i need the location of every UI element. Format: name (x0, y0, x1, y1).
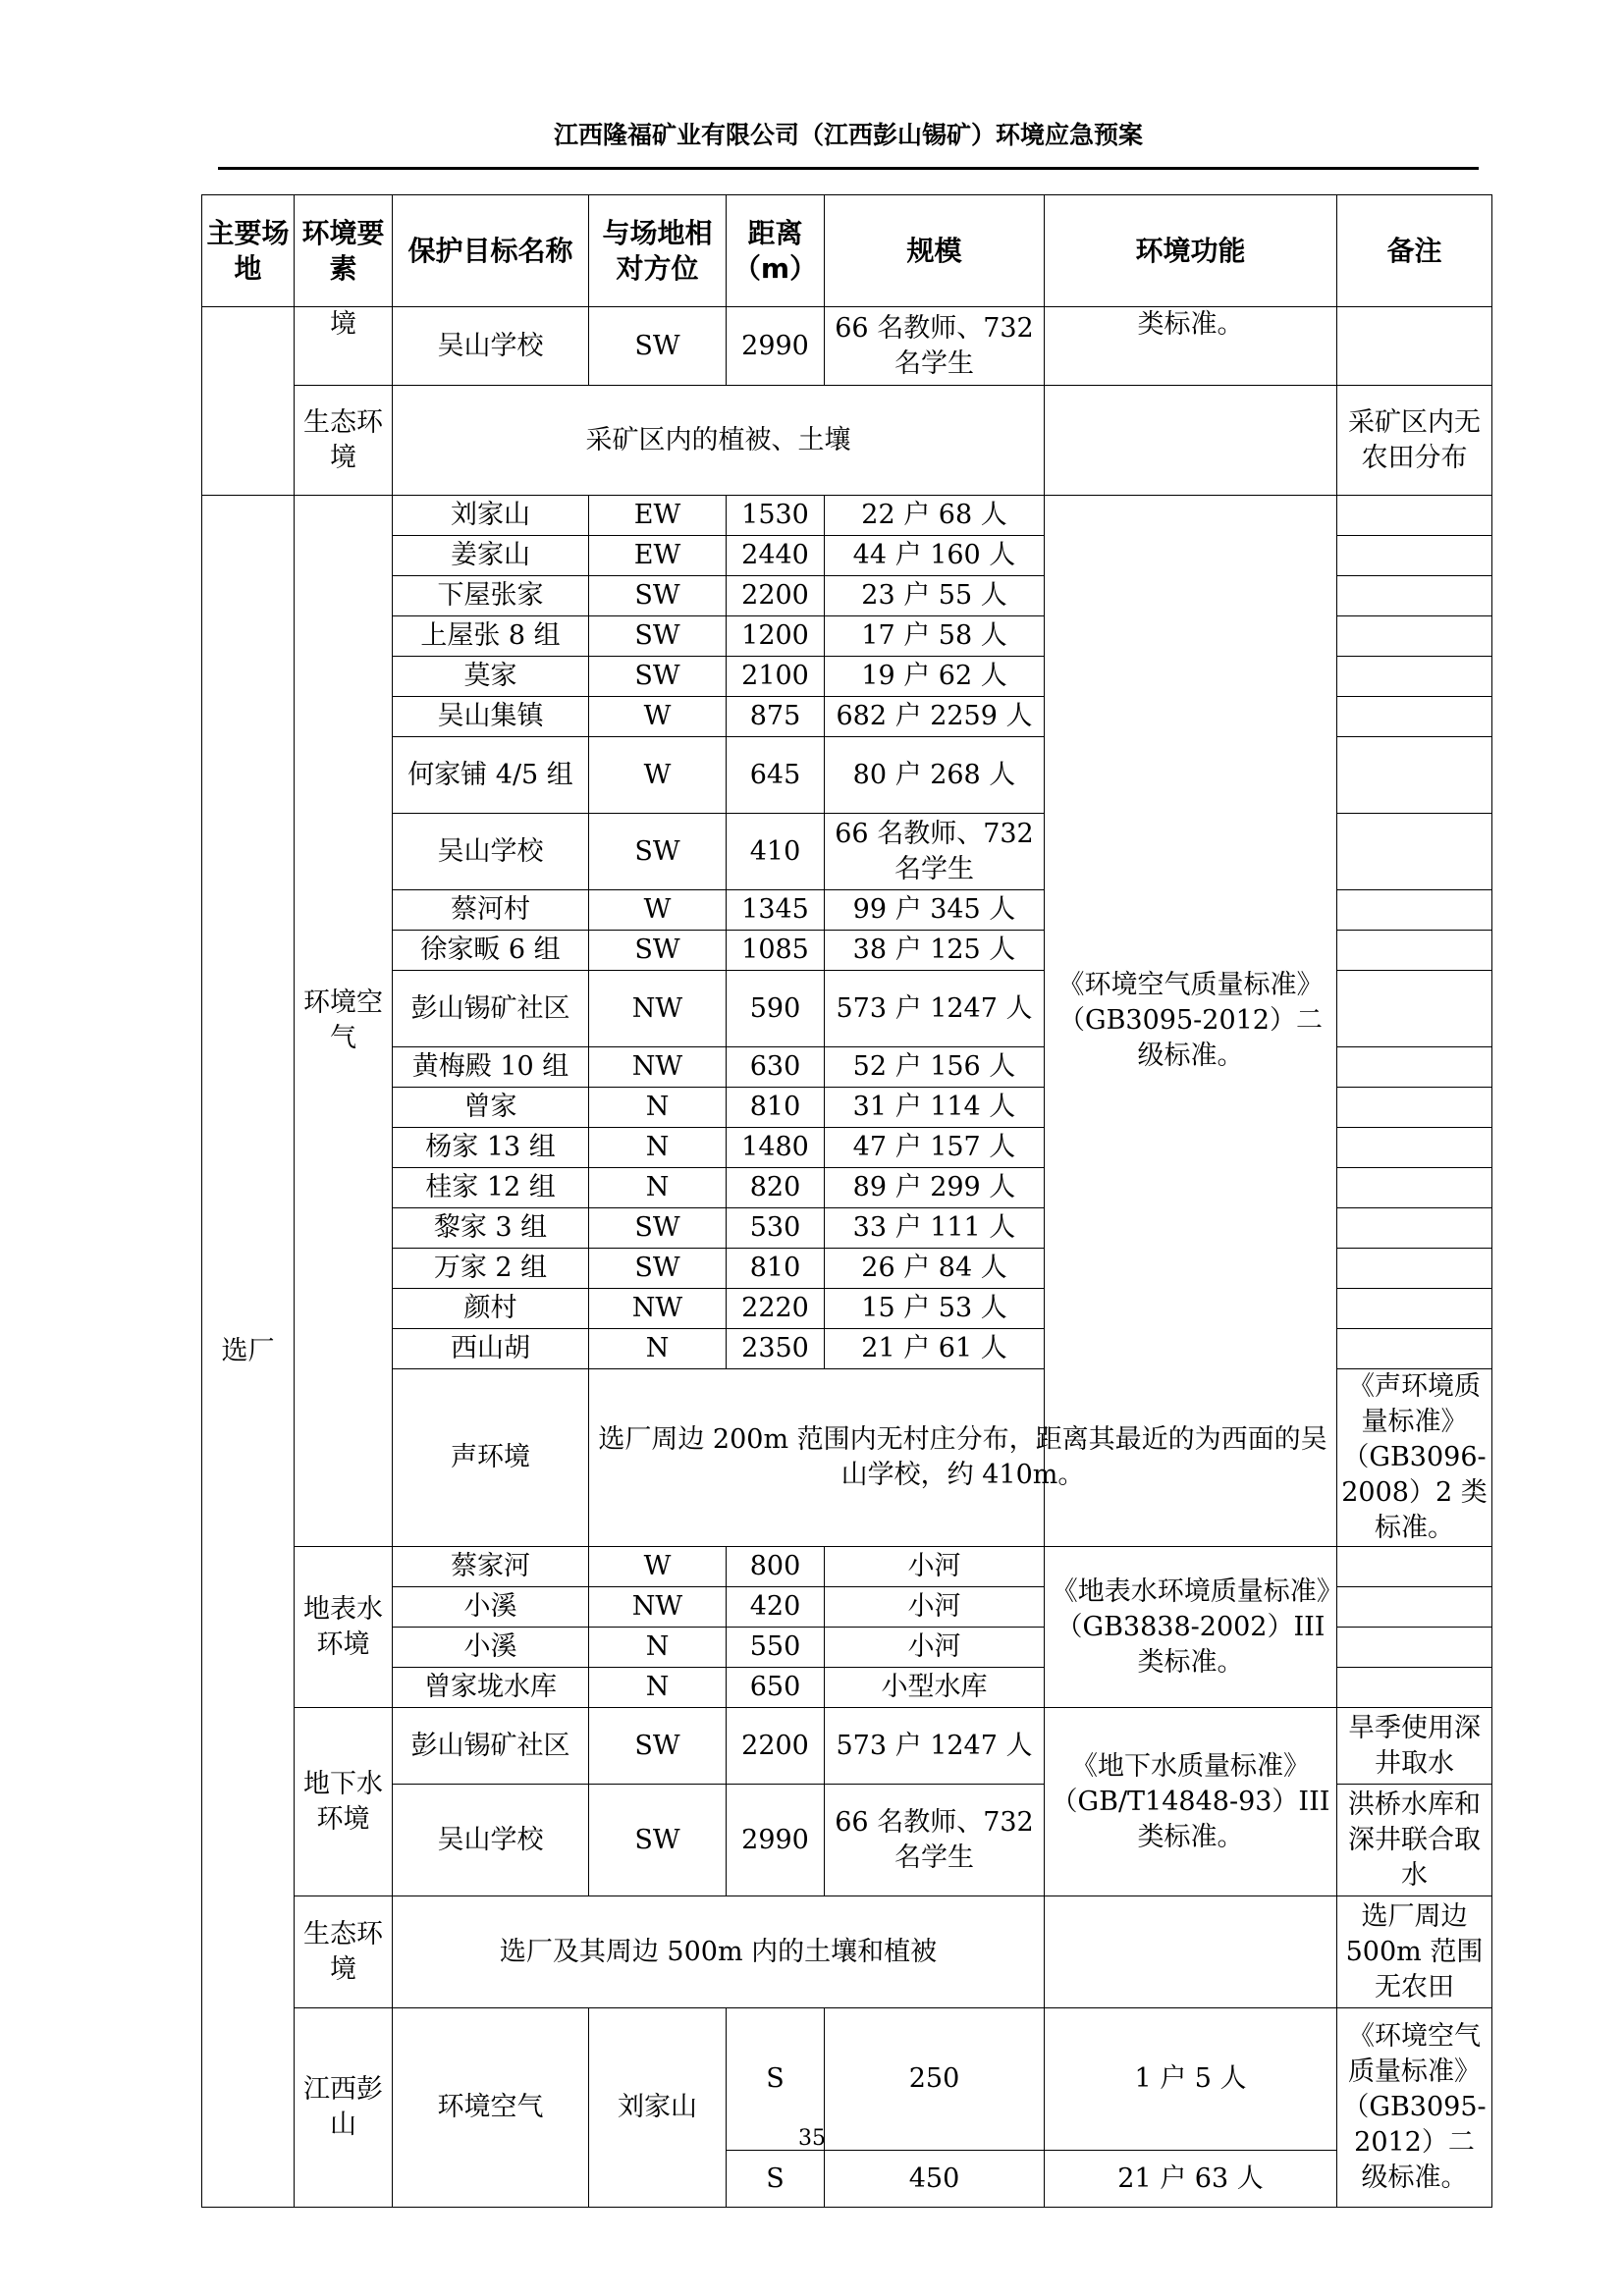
element-cell: 环境空气 (393, 2008, 589, 2208)
direction-cell: NW (589, 1047, 727, 1088)
remark-cell (1337, 1047, 1492, 1088)
distance-cell: 420 (727, 1587, 825, 1628)
header-area: 主要场地 (202, 195, 295, 307)
distance-cell: 550 (727, 1628, 825, 1668)
target-cell: 黄梅殿 10 组 (393, 1047, 589, 1088)
function-cell (1045, 1896, 1337, 2008)
scale-cell: 52 户 156 人 (825, 1047, 1045, 1088)
scale-cell: 573 户 1247 人 (825, 971, 1045, 1047)
distance-cell: 645 (727, 737, 825, 814)
table-row (202, 1708, 1492, 1785)
target-cell: 蔡河村 (393, 890, 589, 931)
target-cell: 彭山锡矿社区 (393, 971, 589, 1047)
distance-cell: 2220 (727, 1289, 825, 1329)
scale-cell: 80 户 268 人 (825, 737, 1045, 814)
scale-cell: 23 户 55 人 (825, 576, 1045, 616)
scale-cell: 1 户 5 人 (1045, 2008, 1337, 2151)
remark-cell (1337, 657, 1492, 697)
target-cell: 蔡家河 (393, 1547, 589, 1587)
table-row (202, 307, 1492, 386)
target-cell: 黎家 3 组 (393, 1208, 589, 1249)
table-row (202, 1896, 1492, 2008)
direction-cell: SW (589, 576, 727, 616)
table-row (202, 386, 1492, 496)
element-cell: 生态环境 (295, 386, 393, 496)
distance-cell: 810 (727, 1088, 825, 1128)
distance-cell: 2990 (727, 1785, 825, 1896)
header-direction: 与场地相对方位 (589, 195, 727, 307)
remark-cell (1337, 971, 1492, 1047)
target-cell: 小溪 (393, 1628, 589, 1668)
target-cell: 下屋张家 (393, 576, 589, 616)
scale-cell: 小型水库 (825, 1668, 1045, 1708)
scale-cell: 小河 (825, 1628, 1045, 1668)
header-rule (218, 167, 1479, 170)
remark-cell (1337, 1168, 1492, 1208)
target-cell: 桂家 12 组 (393, 1168, 589, 1208)
target-cell: 刘家山 (589, 2008, 727, 2208)
distance-cell: 2200 (727, 1708, 825, 1785)
direction-cell: SW (589, 307, 727, 386)
table-row (202, 496, 1492, 536)
remark-cell (1337, 1547, 1492, 1587)
direction-cell: N (589, 1329, 727, 1369)
direction-cell: S (727, 2151, 825, 2208)
target-cell: 杨家 13 组 (393, 1128, 589, 1168)
direction-cell: NW (589, 1587, 727, 1628)
remark-cell: 旱季使用深井取水 (1337, 1708, 1492, 1785)
distance-cell: 1200 (727, 616, 825, 657)
remark-cell (1337, 1208, 1492, 1249)
target-cell: 何家铺 4/5 组 (393, 737, 589, 814)
direction-cell: N (589, 1128, 727, 1168)
distance-cell: 250 (825, 2008, 1045, 2151)
scale-cell: 26 户 84 人 (825, 1249, 1045, 1289)
scale-cell: 573 户 1247 人 (825, 1708, 1045, 1785)
target-cell: 吴山学校 (393, 1785, 589, 1896)
direction-cell: SW (589, 1785, 727, 1896)
target-cell: 上屋张 8 组 (393, 616, 589, 657)
remark-cell (1337, 576, 1492, 616)
function-cell: 《环境空气质量标准》（GB3095-2012）二级标准。 (1045, 496, 1337, 1547)
remark-cell (1337, 1249, 1492, 1289)
page-number: 35 (798, 2126, 826, 2151)
scale-cell: 31 户 114 人 (825, 1088, 1045, 1128)
distance-cell: 810 (727, 1249, 825, 1289)
area-cell: 江西彭山 (295, 2008, 393, 2208)
area-cell: 选厂 (202, 496, 295, 2208)
scale-cell: 44 户 160 人 (825, 536, 1045, 576)
element-cell: 环境空气 (295, 496, 393, 1547)
function-cell: 《声环境质量标准》（GB3096-2008）2 类标准。 (1337, 1369, 1492, 1547)
description-cell: 选厂及其周边 500m 内的土壤和植被 (393, 1896, 1045, 2008)
scale-cell: 66 名教师、732 名学生 (825, 814, 1045, 890)
target-cell: 小溪 (393, 1587, 589, 1628)
distance-cell: 1530 (727, 496, 825, 536)
scale-cell: 21 户 63 人 (1045, 2151, 1337, 2208)
remark-cell (1337, 616, 1492, 657)
direction-cell: N (589, 1168, 727, 1208)
header-function: 环境功能 (1045, 195, 1337, 307)
header-remark: 备注 (1337, 195, 1492, 307)
direction-cell: SW (589, 1208, 727, 1249)
element-cell: 声环境 (393, 1369, 589, 1547)
distance-cell: 2350 (727, 1329, 825, 1369)
function-cell: 类标准。 (1045, 307, 1337, 386)
remark-cell (1337, 496, 1492, 536)
scale-cell: 17 户 58 人 (825, 616, 1045, 657)
target-cell: 姜家山 (393, 536, 589, 576)
direction-cell: EW (589, 536, 727, 576)
scale-cell: 21 户 61 人 (825, 1329, 1045, 1369)
description-cell: 采矿区内的植被、土壤 (393, 386, 1045, 496)
direction-cell: W (589, 697, 727, 737)
scale-cell: 682 户 2259 人 (825, 697, 1045, 737)
environment-protection-table (201, 194, 1492, 2208)
scale-cell: 小河 (825, 1547, 1045, 1587)
distance-cell: 450 (825, 2151, 1045, 2208)
scale-cell: 15 户 53 人 (825, 1289, 1045, 1329)
direction-cell: SW (589, 1708, 727, 1785)
target-cell: 曾家 (393, 1088, 589, 1128)
table-row (202, 1547, 1492, 1587)
table-header-row (202, 195, 1492, 307)
scale-cell: 19 户 62 人 (825, 657, 1045, 697)
direction-cell: W (589, 737, 727, 814)
target-cell: 吴山学校 (393, 814, 589, 890)
direction-cell: NW (589, 1289, 727, 1329)
target-cell: 吴山学校 (393, 307, 589, 386)
remark-cell (1337, 1668, 1492, 1708)
header-scale: 规模 (825, 195, 1045, 307)
function-cell: 《地表水环境质量标准》（GB3838-2002）III类标准。 (1045, 1547, 1337, 1708)
direction-cell: N (589, 1668, 727, 1708)
scale-cell: 小河 (825, 1587, 1045, 1628)
direction-cell: N (589, 1628, 727, 1668)
scale-cell: 89 户 299 人 (825, 1168, 1045, 1208)
distance-cell: 2100 (727, 657, 825, 697)
remark-cell: 选厂周边 500m 范围无农田 (1337, 1896, 1492, 2008)
direction-cell: NW (589, 971, 727, 1047)
distance-cell: 650 (727, 1668, 825, 1708)
distance-cell: 630 (727, 1047, 825, 1088)
direction-cell: SW (589, 616, 727, 657)
direction-cell: W (589, 890, 727, 931)
target-cell: 颜村 (393, 1289, 589, 1329)
element-cell: 生态环境 (295, 1896, 393, 2008)
direction-cell: SW (589, 1249, 727, 1289)
scale-cell: 47 户 157 人 (825, 1128, 1045, 1168)
target-cell: 莫家 (393, 657, 589, 697)
element-cell: 地下水环境 (295, 1708, 393, 1896)
direction-cell: N (589, 1088, 727, 1128)
distance-cell: 410 (727, 814, 825, 890)
function-cell (1045, 386, 1337, 496)
remark-cell (1337, 1289, 1492, 1329)
table-row (202, 1369, 1492, 1429)
element-cell: 境 (295, 307, 393, 386)
scale-cell: 38 户 125 人 (825, 931, 1045, 971)
target-cell: 彭山锡矿社区 (393, 1708, 589, 1785)
scale-cell: 33 户 111 人 (825, 1208, 1045, 1249)
distance-cell: 1345 (727, 890, 825, 931)
function-cell: 《环境空气质量标准》（GB3095-2012）二级标准。 (1337, 2008, 1492, 2208)
distance-cell: 2440 (727, 536, 825, 576)
direction-cell: SW (589, 931, 727, 971)
direction-cell: SW (589, 814, 727, 890)
scale-cell: 99 户 345 人 (825, 890, 1045, 931)
header-distance: 距离（m） (727, 195, 825, 307)
distance-cell: 530 (727, 1208, 825, 1249)
header-element: 环境要素 (295, 195, 393, 307)
remark-cell (1337, 814, 1492, 890)
remark-cell (1337, 1628, 1492, 1668)
distance-cell: 2200 (727, 576, 825, 616)
header-target: 保护目标名称 (393, 195, 589, 307)
element-cell: 地表水环境 (295, 1547, 393, 1708)
target-cell: 刘家山 (393, 496, 589, 536)
direction-cell: W (589, 1547, 727, 1587)
direction-cell: S (727, 2008, 825, 2151)
distance-cell: 1085 (727, 931, 825, 971)
distance-cell: 1480 (727, 1128, 825, 1168)
function-cell: 《地下水质量标准》（GB/T14848-93）III 类标准。 (1045, 1708, 1337, 1896)
distance-cell: 875 (727, 697, 825, 737)
remark-cell (1337, 307, 1492, 386)
target-cell: 万家 2 组 (393, 1249, 589, 1289)
remark-cell: 采矿区内无农田分布 (1337, 386, 1492, 496)
direction-cell: EW (589, 496, 727, 536)
area-cell-empty (202, 307, 295, 496)
remark-cell: 洪桥水库和深井联合取水 (1337, 1785, 1492, 1896)
target-cell: 西山胡 (393, 1329, 589, 1369)
scale-cell: 22 户 68 人 (825, 496, 1045, 536)
target-cell: 徐家畈 6 组 (393, 931, 589, 971)
remark-cell (1337, 536, 1492, 576)
distance-cell: 800 (727, 1547, 825, 1587)
distance-cell: 2990 (727, 307, 825, 386)
scale-cell: 66 名教师、732 名学生 (825, 1785, 1045, 1896)
remark-cell (1337, 890, 1492, 931)
remark-cell (1337, 1587, 1492, 1628)
distance-cell: 590 (727, 971, 825, 1047)
target-cell: 曾家垅水库 (393, 1668, 589, 1708)
remark-cell (1337, 1088, 1492, 1128)
scale-cell: 66 名教师、732 名学生 (825, 307, 1045, 386)
remark-cell (1337, 697, 1492, 737)
remark-cell (1337, 737, 1492, 814)
remark-cell (1337, 931, 1492, 971)
distance-cell: 820 (727, 1168, 825, 1208)
page-header-title: 江西隆福矿业有限公司（江西彭山锡矿）环境应急预案 (553, 121, 1143, 149)
remark-cell (1337, 1329, 1492, 1369)
remark-cell (1337, 1128, 1492, 1168)
direction-cell: SW (589, 657, 727, 697)
description-cell: 选厂周边 200m 范围内无村庄分布，距离其最近的为西面的吴山学校，约 410m。 (589, 1369, 1337, 1547)
target-cell: 吴山集镇 (393, 697, 589, 737)
